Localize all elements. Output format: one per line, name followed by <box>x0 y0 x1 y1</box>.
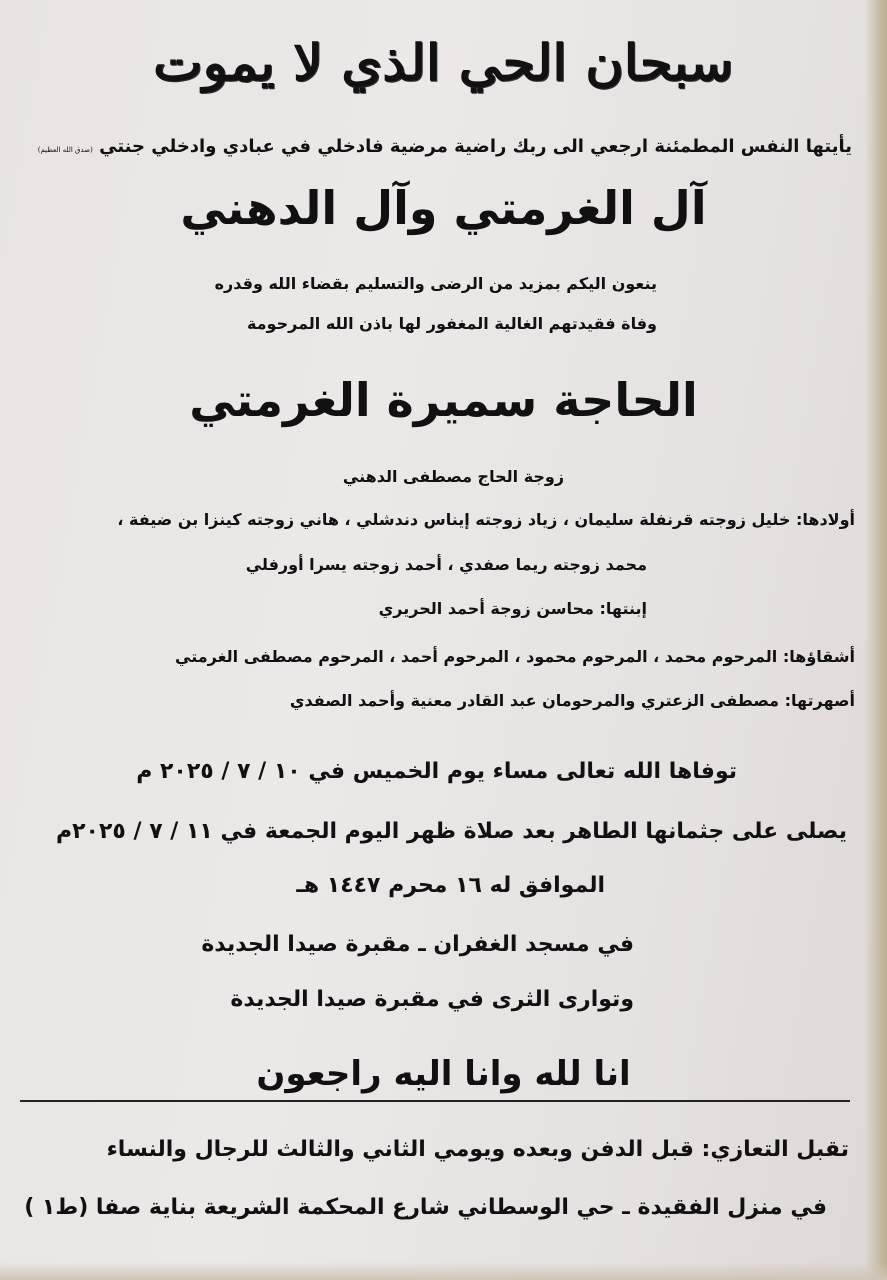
calligraphy-text: سبحان الحي الذي لا يموت <box>153 33 734 92</box>
sons-line-1: أولادها: خليل زوجته قرنفلة سليمان ، زياد زوجته إيناس دندشلي ، هاني زوجته كينزا بن ضيفة ، <box>117 510 855 529</box>
sons-line-2: محمد زوجته ريما صفدي ، أحمد زوجته يسرا أورفلي <box>245 555 647 574</box>
mosque-line: في مسجد الغفران ـ مقبرة صيدا الجديدة <box>201 932 634 957</box>
calligraphy-header <box>0 18 887 108</box>
verse-text: يأيتها النفس المطمئنة ارجعي الى ربك راضية مرضية فادخلي في عبادي وادخلي جنتي <box>99 136 852 157</box>
daughters-line: إبنتها: محاسن زوجة أحمد الحريري <box>378 599 647 618</box>
hijri-date-line: الموافق له ١٦ محرم ١٤٤٧ هـ <box>296 873 605 898</box>
burial-line: وتوارى الثرى في مقبرة صيدا الجديدة <box>230 987 634 1012</box>
death-date-line: توفاها الله تعالى مساء يوم الخميس في ١٠ / ٧ / ٢٠٢٥ م <box>136 759 737 784</box>
funeral-prayer-line: يصلى على جثمانها الطاهر بعد صلاة ظهر اليوم الجمعة في ١١ / ٧ / ٢٠٢٥م <box>55 819 847 844</box>
divider-line <box>20 1100 850 1102</box>
family-names: آل الغرمتي وآل الدهني <box>180 181 707 235</box>
deceased-name: الحاجة سميرة الغرمتي <box>189 373 698 427</box>
announcement-line-1: ينعون اليكم بمزيد من الرضى والتسليم بقضاء الله وقدره <box>214 274 657 293</box>
paper-edge-bottom <box>0 1262 887 1280</box>
inlaws-line: أصهرتها: مصطفى الزعتري والمرحومان عبد القادر معنية وأحمد الصفدي <box>289 691 855 710</box>
closing-phrase: انا لله وانا اليه راجعون <box>256 1054 631 1094</box>
siblings-line: أشقاؤها: المرحوم محمد ، المرحوم محمود ، المرحوم أحمد ، المرحوم مصطفى الغرمتي <box>175 647 855 666</box>
condolences-line-2: في منزل الفقيدة ـ حي الوسطاني شارع المحكمة الشريعة بناية صفا (ط١ ) <box>24 1195 827 1220</box>
verse-source: (صدق الله العظيم) <box>37 146 93 154</box>
quran-verse <box>0 130 887 167</box>
spouse-line: زوجة الحاج مصطفى الدهني <box>342 467 565 486</box>
announcement-line-2: وفاة فقيدتهم الغالية المغفور لها باذن الله المرحومة <box>246 314 657 333</box>
condolences-line-1: تقبل التعازي: قبل الدفن وبعده ويومي الثاني والثالث للرجال والنساء <box>106 1137 849 1162</box>
